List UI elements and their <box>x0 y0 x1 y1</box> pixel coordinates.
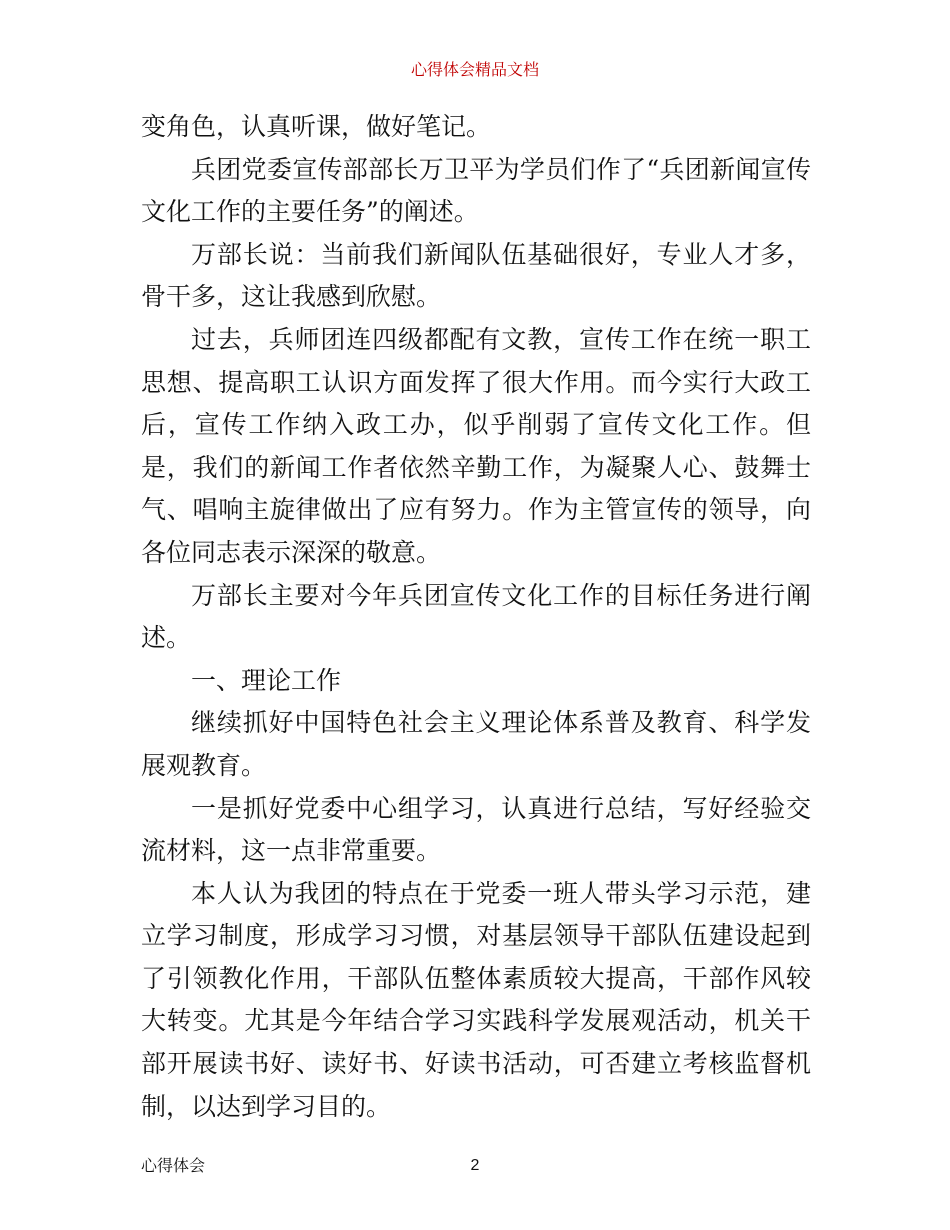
page-number: 2 <box>470 1157 480 1174</box>
document-body <box>141 106 811 1128</box>
section-heading: 一、理论工作 <box>191 665 342 695</box>
paragraph: 本人认为我团的特点在于党委一班人带头学习示范，建立学习制度，形成学习习惯，对基层领导干部队伍建设起到了引领教化作用，干部队伍整体素质较大提高，干部作风较大转变。尤其是今年结合学习实践科学发展观活动，机关干部开展读书好、读好书、好读书活动，可否建立考核监督机制，以达到学习目的。 <box>141 878 811 1121</box>
paragraph: 万部长说：当前我们新闻队伍基础很好，专业人才多，骨干多，这让我感到欣慰。 <box>141 239 811 312</box>
paragraph: 过去，兵师团连四级都配有文教，宣传工作在统一职工思想、提高职工认识方面发挥了很大作用。而今实行大政工后，宣传工作纳入政工办，似乎削弱了宣传文化工作。但是，我们的新闻工作者依然辛勤工作，为凝聚人心、鼓舞士气、唱响主旋律做出了应有努力。作为主管宣传的领导，向各位同志表示深深的敬意。 <box>141 324 811 567</box>
page-footer-label: 心得体会 <box>141 1156 206 1175</box>
paragraph: 兵团党委宣传部部长万卫平为学员们作了“兵团新闻宣传文化工作的主要任务”的阐述。 <box>141 154 811 227</box>
paragraph: 一是抓好党委中心组学习，认真进行总结，写好经验交流材料，这一点非常重要。 <box>141 793 811 866</box>
paragraph: 变角色，认真听课，做好笔记。 <box>141 112 492 141</box>
page-header-title: 心得体会精品文档 <box>410 60 539 79</box>
paragraph: 继续抓好中国特色社会主义理论体系普及教育、科学发展观教育。 <box>141 708 811 780</box>
paragraph: 万部长主要对今年兵团宣传文化工作的目标任务进行阐述。 <box>141 580 811 653</box>
